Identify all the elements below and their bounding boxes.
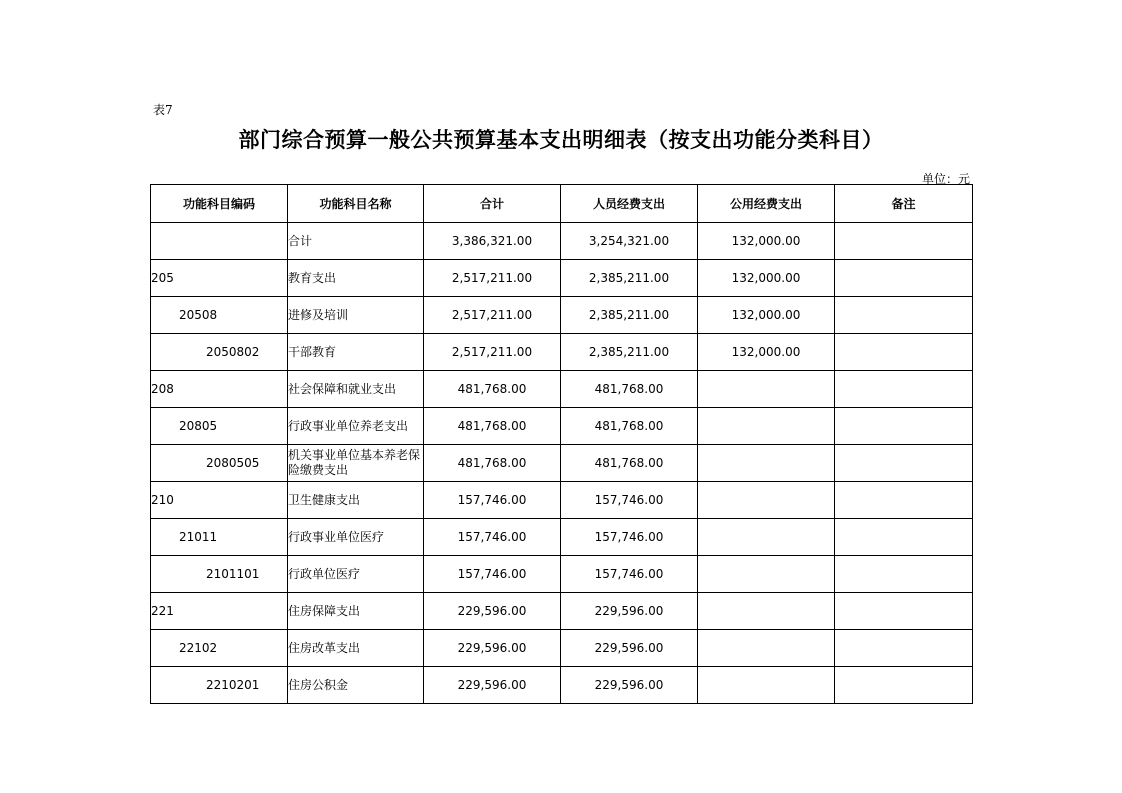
- cell-name: 住房改革支出: [288, 630, 424, 667]
- cell-code: 2050802: [151, 334, 288, 371]
- cell-remark: [835, 593, 973, 630]
- cell-code: [151, 223, 288, 260]
- header-code: 功能科目编码: [151, 185, 288, 223]
- cell-name: 行政单位医疗: [288, 556, 424, 593]
- cell-name: 住房公积金: [288, 667, 424, 704]
- cell-remark: [835, 334, 973, 371]
- budget-table: [150, 184, 973, 704]
- cell-name: 干部教育: [288, 334, 424, 371]
- table-number: 表7: [153, 103, 173, 117]
- header-remark: 备注: [835, 185, 973, 223]
- cell-code: 21011: [151, 519, 288, 556]
- cell-total: 157,746.00: [424, 482, 561, 519]
- cell-code: 208: [151, 371, 288, 408]
- cell-personnel: 3,254,321.00: [561, 223, 698, 260]
- cell-code: 2210201: [151, 667, 288, 704]
- header-row: [151, 185, 973, 223]
- cell-public: [698, 556, 835, 593]
- header-personnel: 人员经费支出: [561, 185, 698, 223]
- cell-code: 210: [151, 482, 288, 519]
- table-row: [151, 667, 973, 704]
- cell-personnel: 2,385,211.00: [561, 297, 698, 334]
- cell-code: 2101101: [151, 556, 288, 593]
- cell-total: 2,517,211.00: [424, 297, 561, 334]
- cell-remark: [835, 519, 973, 556]
- cell-total: 229,596.00: [424, 630, 561, 667]
- unit-label: 单位：元: [921, 172, 970, 186]
- cell-remark: [835, 297, 973, 334]
- cell-code: 20805: [151, 408, 288, 445]
- cell-personnel: 229,596.00: [561, 667, 698, 704]
- cell-remark: [835, 630, 973, 667]
- table-row: [151, 482, 973, 519]
- cell-total: 2,517,211.00: [424, 334, 561, 371]
- cell-personnel: 157,746.00: [561, 482, 698, 519]
- cell-code: 205: [151, 260, 288, 297]
- cell-name: 合计: [288, 223, 424, 260]
- cell-public: [698, 667, 835, 704]
- table-row: [151, 260, 973, 297]
- table-row: [151, 630, 973, 667]
- cell-total: 481,768.00: [424, 408, 561, 445]
- cell-name: 行政事业单位医疗: [288, 519, 424, 556]
- cell-name: 卫生健康支出: [288, 482, 424, 519]
- cell-public: [698, 408, 835, 445]
- cell-personnel: 481,768.00: [561, 445, 698, 482]
- cell-public: [698, 371, 835, 408]
- cell-public: 132,000.00: [698, 297, 835, 334]
- table-row: [151, 334, 973, 371]
- cell-remark: [835, 223, 973, 260]
- cell-remark: [835, 408, 973, 445]
- cell-name: 教育支出: [288, 260, 424, 297]
- table-row: [151, 408, 973, 445]
- cell-public: [698, 519, 835, 556]
- cell-public: 132,000.00: [698, 223, 835, 260]
- table-row: [151, 556, 973, 593]
- table-row: [151, 593, 973, 630]
- cell-personnel: 229,596.00: [561, 630, 698, 667]
- cell-public: [698, 593, 835, 630]
- cell-personnel: 481,768.00: [561, 371, 698, 408]
- table-row: [151, 223, 973, 260]
- cell-name: 进修及培训: [288, 297, 424, 334]
- table-body: [151, 223, 973, 704]
- cell-total: 481,768.00: [424, 445, 561, 482]
- header-name: 功能科目名称: [288, 185, 424, 223]
- cell-total: 229,596.00: [424, 593, 561, 630]
- header-public: 公用经费支出: [698, 185, 835, 223]
- header-total: 合计: [424, 185, 561, 223]
- cell-total: 2,517,211.00: [424, 260, 561, 297]
- cell-total: 157,746.00: [424, 556, 561, 593]
- cell-remark: [835, 482, 973, 519]
- cell-code: 221: [151, 593, 288, 630]
- cell-public: [698, 445, 835, 482]
- table-row: [151, 371, 973, 408]
- cell-remark: [835, 260, 973, 297]
- cell-public: [698, 630, 835, 667]
- cell-remark: [835, 445, 973, 482]
- table-row: [151, 297, 973, 334]
- cell-remark: [835, 556, 973, 593]
- document-title: 部门综合预算一般公共预算基本支出明细表（按支出功能分类科目）: [238, 127, 884, 152]
- cell-total: 229,596.00: [424, 667, 561, 704]
- cell-public: 132,000.00: [698, 260, 835, 297]
- cell-name: 住房保障支出: [288, 593, 424, 630]
- cell-total: 3,386,321.00: [424, 223, 561, 260]
- cell-name: 社会保障和就业支出: [288, 371, 424, 408]
- cell-remark: [835, 371, 973, 408]
- table-row: [151, 519, 973, 556]
- cell-public: [698, 482, 835, 519]
- cell-personnel: 481,768.00: [561, 408, 698, 445]
- cell-personnel: 2,385,211.00: [561, 260, 698, 297]
- cell-total: 481,768.00: [424, 371, 561, 408]
- table-row: [151, 445, 973, 482]
- cell-remark: [835, 667, 973, 704]
- cell-code: 22102: [151, 630, 288, 667]
- cell-total: 157,746.00: [424, 519, 561, 556]
- cell-code: 20508: [151, 297, 288, 334]
- cell-name: 机关事业单位基本养老保险缴费支出: [288, 445, 424, 482]
- cell-name: 行政事业单位养老支出: [288, 408, 424, 445]
- cell-public: 132,000.00: [698, 334, 835, 371]
- cell-code: 2080505: [151, 445, 288, 482]
- cell-personnel: 229,596.00: [561, 593, 698, 630]
- cell-personnel: 157,746.00: [561, 556, 698, 593]
- cell-personnel: 157,746.00: [561, 519, 698, 556]
- cell-personnel: 2,385,211.00: [561, 334, 698, 371]
